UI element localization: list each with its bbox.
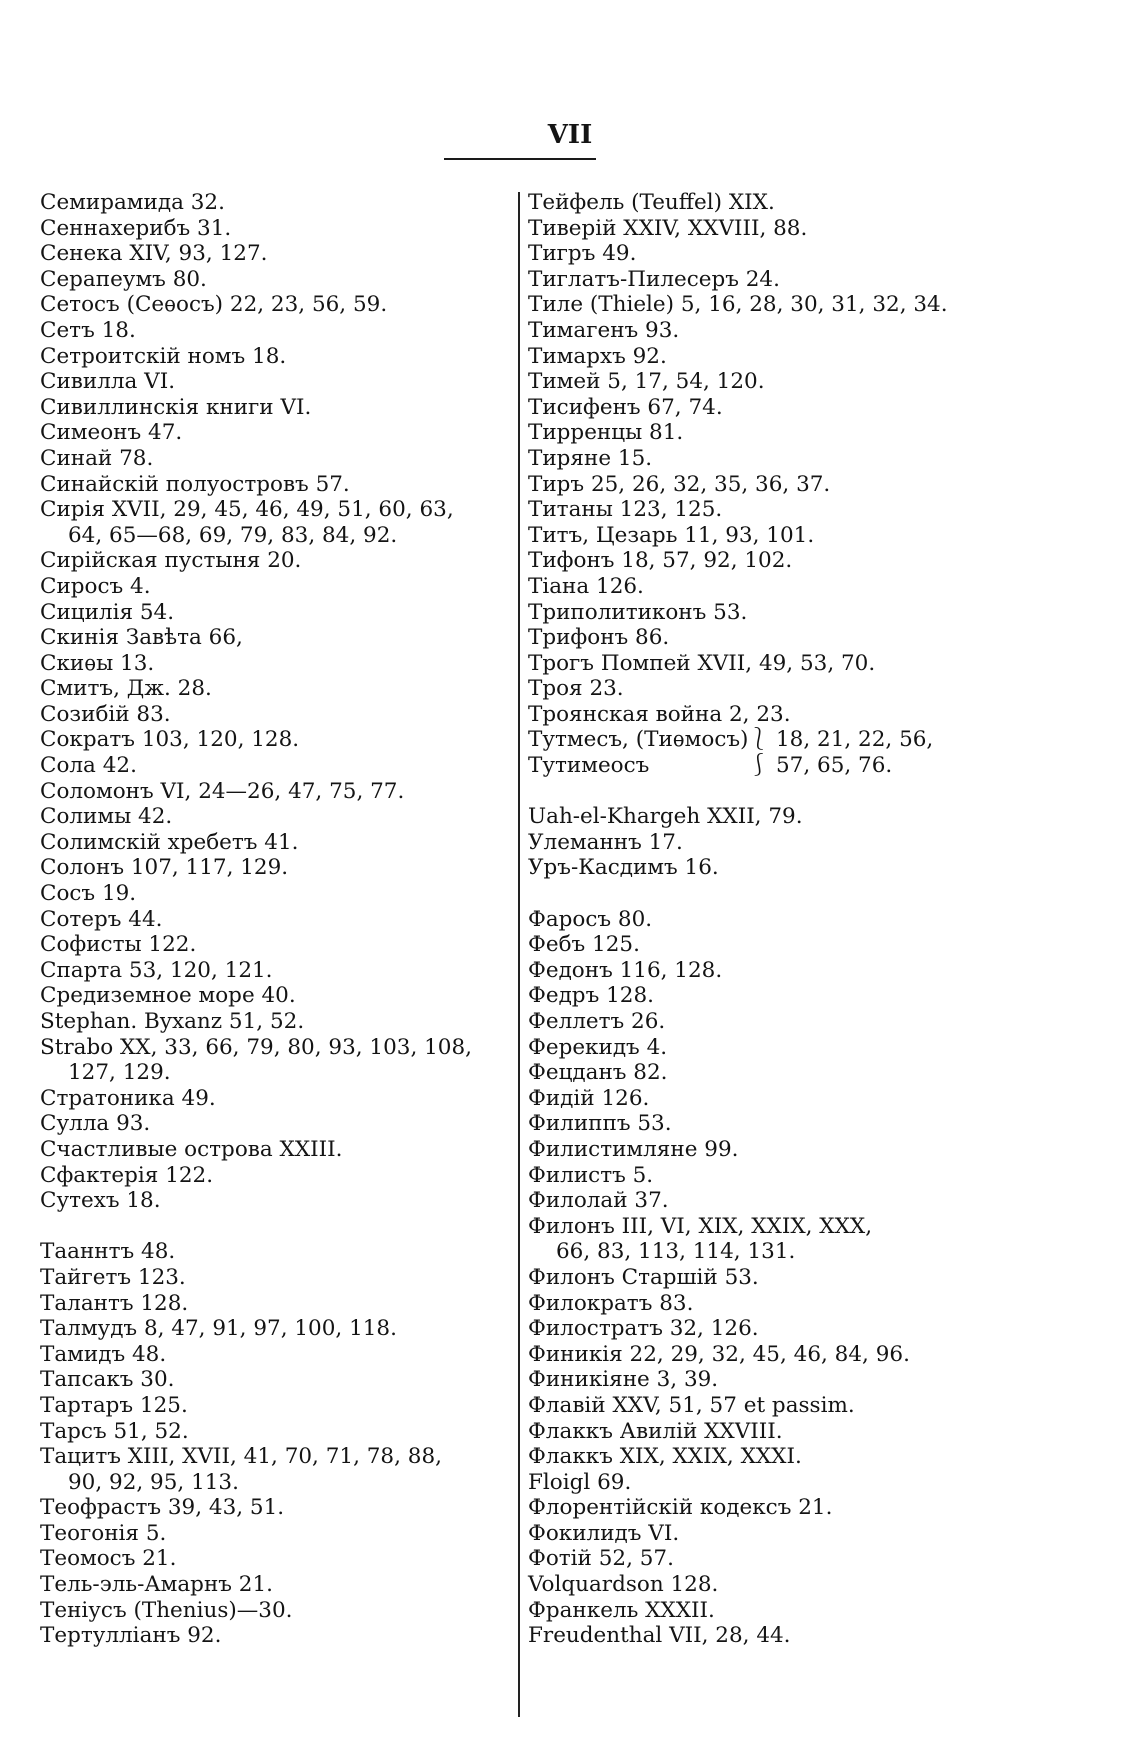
index-entry: Фецданъ 82.	[528, 1060, 668, 1086]
index-entry: Сутехъ 18.	[40, 1188, 161, 1214]
index-entry: Тирренцы 81.	[528, 420, 684, 446]
index-entry: Тимархъ 92.	[528, 343, 667, 369]
index-entry: Трифонъ 86.	[528, 625, 670, 651]
index-entry: Федръ 128.	[528, 983, 654, 1009]
index-entry-continuation: 127, 129.	[68, 1060, 171, 1086]
index-entry: Филонъ III, VI, XIX, XXIX, XXX,	[528, 1213, 873, 1239]
index-entry: Тамидъ 48.	[40, 1341, 167, 1367]
index-entry: Синайскій полуостровъ 57.	[40, 471, 350, 497]
index-entry: Фидій 126.	[528, 1085, 650, 1111]
index-entry: Тель-эль-Амарнъ 21.	[40, 1572, 273, 1598]
index-entry: Volquardson 128.	[528, 1572, 719, 1598]
index-entry: Сирія XVII, 29, 45, 46, 49, 51, 60, 63,	[40, 497, 454, 523]
index-entry: Uah-el-Khargeh XXII, 79.	[528, 804, 803, 830]
index-entry: Филиппъ 53.	[528, 1111, 672, 1137]
index-entry: Тайгетъ 123.	[40, 1264, 186, 1290]
index-entry: Теогонія 5.	[40, 1520, 167, 1546]
index-entry-name: Тутмесъ, (Тиѳмосъ)	[528, 727, 749, 753]
index-entry: Тацитъ XIII, XVII, 41, 70, 71, 78, 88,	[40, 1444, 442, 1470]
section-gap	[40, 1214, 515, 1240]
index-entry: Сетроитскій номъ 18.	[40, 343, 287, 369]
index-entry: Солимскій хребетъ 41.	[40, 829, 299, 855]
index-entry: Филонъ Старшій 53.	[528, 1264, 759, 1290]
index-entry: Strabo XX, 33, 66, 79, 80, 93, 103, 108,	[40, 1034, 472, 1060]
index-entry: Флорентійскій кодексъ 21.	[528, 1495, 833, 1521]
index-entry: Сотеръ 44.	[40, 906, 163, 932]
index-entry: Филолай 37.	[528, 1188, 669, 1214]
index-entry: Тигръ 49.	[528, 241, 637, 267]
index-entry: Тиглатъ-Пилесеръ 24.	[528, 266, 780, 292]
index-entry: Тимагенъ 93.	[528, 317, 680, 343]
index-entry: Симеонъ 47.	[40, 420, 183, 446]
index-entry: Сетосъ (Сеѳосъ) 22, 23, 56, 59.	[40, 292, 388, 318]
index-entry: Сицилія 54.	[40, 599, 175, 625]
index-entry: Тиръ 25, 26, 32, 35, 36, 37.	[528, 471, 831, 497]
section-gap	[528, 881, 1008, 907]
index-entry: Сола 42.	[40, 753, 137, 779]
index-entry: Спарта 53, 120, 121.	[40, 957, 273, 983]
index-entry: Федонъ 116, 128.	[528, 957, 723, 983]
index-entry: Феллетъ 26.	[528, 1009, 666, 1034]
index-entry: Счастливые острова XXIII.	[40, 1136, 343, 1162]
index-entry: Freudenthal VII, 28, 44.	[528, 1623, 791, 1649]
index-entry: Сиросъ 4.	[40, 573, 151, 599]
index-entry: Сирійская пустыня 20.	[40, 548, 302, 574]
index-entry: Теомосъ 21.	[40, 1546, 177, 1572]
index-entry: Тертулліанъ 92.	[40, 1623, 222, 1649]
index-entry: Сократъ 103, 120, 128.	[40, 727, 300, 753]
brace-bottom: ⎰	[748, 753, 770, 779]
index-entry-pages: 57, 65, 76.	[776, 753, 893, 779]
index-entry: Тіана 126.	[528, 573, 644, 599]
index-entry-continuation: 66, 83, 113, 114, 131.	[556, 1239, 796, 1265]
index-entry: Скинія Завѣта 66,	[40, 625, 243, 651]
index-entry: Скиѳы 13.	[40, 650, 155, 676]
index-entry: Тарсъ 51, 52.	[40, 1418, 189, 1444]
index-entry: Тифонъ 18, 57, 92, 102.	[528, 548, 793, 574]
index-entry: Флаккъ XIX, XXIX, XXXI.	[528, 1444, 802, 1470]
index-entry: Тейфель (Teuffel) XIX.	[528, 190, 775, 215]
index-entry: Тиле (Thiele) 5, 16, 28, 30, 31, 32, 34.	[528, 292, 948, 318]
index-entry: Тиверій XXIV, XXVIII, 88.	[528, 215, 808, 241]
index-entry: Тиряне 15.	[528, 445, 653, 471]
index-entry: Тааннтъ 48.	[40, 1239, 176, 1265]
index-entry: Солонъ 107, 117, 129.	[40, 855, 289, 881]
index-entry: Софисты 122.	[40, 932, 197, 958]
index-entry: Флаккъ Авилій XXVIII.	[528, 1418, 783, 1444]
index-entry: Созибій 83.	[40, 701, 171, 727]
brace-entry-tutmes	[528, 727, 1008, 778]
index-entry: Серапеумъ 80.	[40, 266, 207, 292]
index-entry: Тимей 5, 17, 54, 120.	[528, 369, 765, 395]
index-entry: Солимы 42.	[40, 804, 173, 830]
index-entry: Ферекидъ 4.	[528, 1034, 668, 1060]
index-entry: Титъ, Цезарь 11, 93, 101.	[528, 522, 815, 548]
brace-top: ⎱	[748, 727, 770, 753]
index-entry: Теніусъ (Thenius)—30.	[40, 1597, 293, 1623]
section-gap	[528, 779, 1008, 805]
index-entry: Средиземное море 40.	[40, 983, 296, 1009]
index-entry-name: Тутимеосъ	[528, 753, 650, 779]
index-entry: Синай 78.	[40, 445, 154, 471]
column-divider	[518, 192, 520, 1717]
index-entry: Троянская война 2, 23.	[528, 701, 791, 727]
index-entry: Фебъ 125.	[528, 932, 640, 958]
index-entry: Трогъ Помпей XVII, 49, 53, 70.	[528, 650, 876, 676]
index-entry: Сосъ 19.	[40, 881, 137, 907]
index-entry: Сулла 93.	[40, 1111, 151, 1137]
index-entry: Теофрастъ 39, 43, 51.	[40, 1495, 285, 1521]
index-entry: Улеманнъ 17.	[528, 829, 683, 855]
index-entry: Филистъ 5.	[528, 1162, 654, 1188]
index-entry: Семирамида 32.	[40, 190, 225, 215]
index-entry: Сетъ 18.	[40, 317, 136, 343]
index-entry: Соломонъ VI, 24—26, 47, 75, 77.	[40, 778, 405, 804]
index-entry: Сивиллинскія книги VI.	[40, 394, 312, 420]
index-entry: Сеннахерибъ 31.	[40, 215, 232, 241]
index-entry: Талантъ 128.	[40, 1290, 189, 1316]
index-entry: Фокилидъ VI.	[528, 1520, 680, 1546]
right-entries-top	[528, 190, 1008, 727]
index-entry: Смитъ, Дж. 28.	[40, 676, 212, 702]
index-entry: Stephan. Byxanz 51, 52.	[40, 1009, 305, 1034]
index-entry: Фотій 52, 57.	[528, 1546, 674, 1572]
index-entry: Сенека XIV, 93, 127.	[40, 241, 268, 267]
index-entry: Финикія 22, 29, 32, 45, 46, 84, 96.	[528, 1341, 910, 1367]
right-entries-bottom	[528, 779, 1008, 1649]
index-entry: Талмудъ 8, 47, 91, 97, 100, 118.	[40, 1316, 397, 1342]
index-entry: Финикіяне 3, 39.	[528, 1367, 719, 1393]
index-entry: Сфактерія 122.	[40, 1162, 214, 1188]
index-entry: Франкель XXXII.	[528, 1597, 715, 1623]
index-column-right	[528, 190, 1008, 1649]
index-entry: Филистимляне 99.	[528, 1136, 739, 1162]
index-entry: Филостратъ 32, 126.	[528, 1316, 759, 1342]
index-entry: Фаросъ 80.	[528, 906, 653, 932]
index-column-left	[40, 190, 515, 1649]
index-entry: Триполитиконъ 53.	[528, 599, 748, 625]
index-entry: Тапсакъ 30.	[40, 1367, 175, 1393]
index-entry: Флавій XXV, 51, 57 et passim.	[528, 1392, 855, 1418]
index-entry: Филократъ 83.	[528, 1290, 694, 1316]
index-entry: Сивилла VI.	[40, 369, 176, 395]
header-rule	[444, 158, 596, 160]
index-entry-pages: 18, 21, 22, 56,	[776, 727, 934, 753]
index-entry-continuation: 64, 65—68, 69, 79, 83, 84, 92.	[68, 522, 398, 548]
index-entry: Тисифенъ 67, 74.	[528, 394, 723, 420]
index-entry: Стратоника 49.	[40, 1085, 216, 1111]
index-entry: Титаны 123, 125.	[528, 497, 723, 523]
index-entry: Floigl 69.	[528, 1469, 632, 1495]
index-entry: Тартаръ 125.	[40, 1392, 188, 1418]
index-entry-continuation: 90, 92, 95, 113.	[68, 1469, 239, 1495]
page-number: VII	[547, 120, 593, 150]
index-entry: Уръ-Касдимъ 16.	[528, 855, 719, 881]
index-entry: Троя 23.	[528, 676, 624, 702]
